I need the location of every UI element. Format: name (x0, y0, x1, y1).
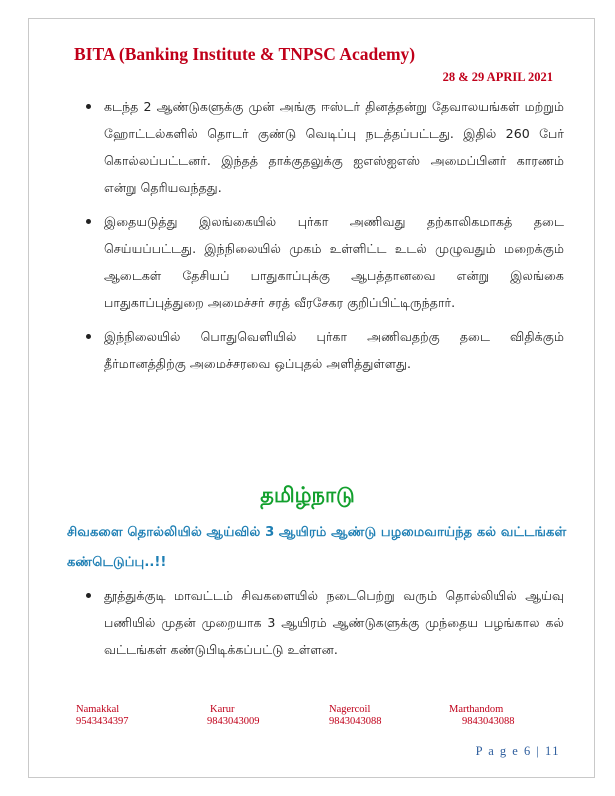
list-item (86, 208, 564, 316)
header-date: 28 & 29 APRIL 2021 (442, 70, 553, 84)
office-phone: 9843043088 (462, 716, 515, 727)
list-item (86, 93, 564, 201)
bullet-text: இந்நிலையில் பொதுவெளியில் புர்கா அணிவதற்கு தடை விதிக்கும் தீர்மானத்திற்கு அமைச்சரவை ஒப்புதல் அளித்துள்ளது. (104, 329, 564, 371)
page-total: 11 (544, 744, 560, 758)
bullet-icon (86, 219, 91, 224)
footer-offices (0, 704, 615, 734)
office-phone: 9543434397 (76, 716, 129, 727)
list-item (86, 582, 564, 663)
page-word: P a g e (475, 744, 520, 758)
page-number (476, 744, 560, 759)
bullet-icon (86, 593, 91, 598)
bullet-list-bottom (86, 582, 564, 670)
bullet-list-top (86, 93, 564, 384)
office-marthandom (447, 704, 515, 728)
bullet-text: இதையடுத்து இலங்கையில் புர்கா அணிவது தற்காலிகமாகத் தடை செய்யப்பட்டது. இந்நிலையில் முகம் உள்ளிட்ட உடல் முழுவதும் மறைக்கும் ஆடைகள் தேசியப் பாதுகாப்புக்கு ஆபத்தானவை என்று இலங்கை பாதுகாப்புத்துறை அமைச்சர் சரத் வீரசேகர குறிப்பிட்டிருந்தார். (104, 214, 564, 310)
office-namakkal (76, 704, 129, 728)
office-city: Namakkal (76, 704, 120, 715)
list-item (86, 323, 564, 377)
bullet-icon (86, 104, 91, 109)
page-current: 6 (523, 744, 532, 758)
office-city: Karur (210, 704, 235, 715)
page-separator: | (536, 744, 541, 758)
section-heading: தமிழ்நாடு (260, 483, 355, 507)
header-title: BITA (Banking Institute & TNPSC Academy) (74, 44, 416, 64)
office-phone: 9843043088 (329, 716, 382, 727)
office-city: Nagercoil (329, 704, 371, 715)
office-nagercoil (329, 704, 382, 728)
office-karur (207, 704, 260, 728)
bullet-text: தூத்துக்குடி மாவட்டம் சிவகளையில் நடைபெற்று வரும் தொல்லியில் ஆய்வு பணியில் முதன் முறையாக 3 ஆயிரம் ஆண்டுகளுக்கு முந்தைய பழங்கால கல் வட்டங்கள் கண்டுபிடிக்கப்பட்டு உள்ளன. (104, 588, 564, 657)
news-headline: சிவகளை தொல்லியில் ஆய்வில் 3 ஆயிரம் ஆண்டு பழமைவாய்ந்த கல் வட்டங்கள் கண்டெடுப்பு..!! (67, 525, 567, 570)
office-phone: 9843043009 (207, 716, 260, 727)
bullet-icon (86, 334, 91, 339)
bullet-text: கடந்த 2 ஆண்டுகளுக்கு முன் அங்கு ஈஸ்டர் தினத்தன்று தேவாலயங்கள் மற்றும் ஹோட்டல்களில் தொடர் குண்டு வெடிப்பு நடத்தப்பட்டது. இதில் 260 பேர் கொல்லப்பட்டனர். இந்தத் தாக்குதலுக்கு ஐஎஸ்ஐஎஸ் அமைப்பினர் காரணம் என்று தெரியவந்தது. (104, 99, 564, 195)
office-city: Marthandom (449, 704, 504, 715)
